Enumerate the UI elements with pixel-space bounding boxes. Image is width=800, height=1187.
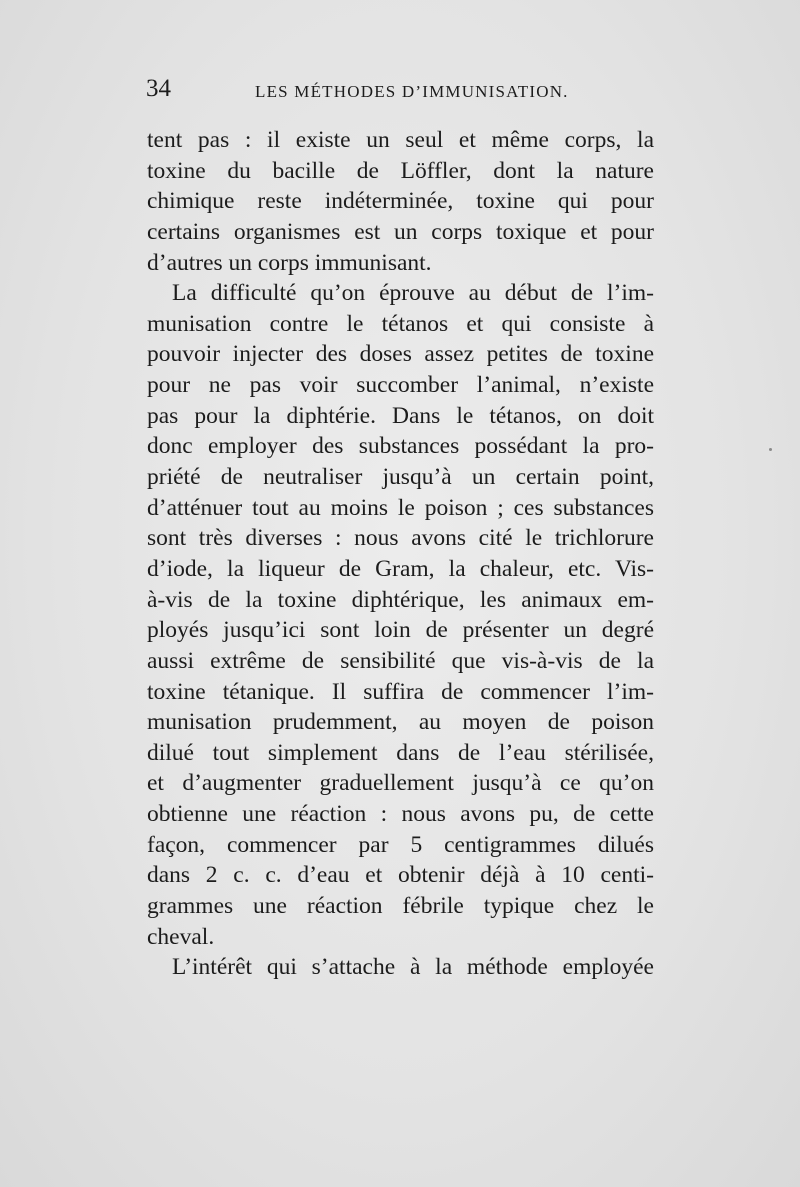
text-line: donc employer des substances possédant la pro- <box>147 433 654 460</box>
text-line: sont très diverses : nous avons cité le trichlorure <box>147 525 654 552</box>
text-line: ployés jusqu’ici sont loin de présenter un degré <box>147 617 654 644</box>
text-line: dans 2 c. c. d’eau et obtenir déjà à 10 centi- <box>147 862 654 889</box>
text-line: d’atténuer tout au moins le poison ; ces substances <box>147 494 654 521</box>
text-line: pas pour la diphtérie. Dans le tétanos, on doit <box>147 402 654 429</box>
text-line: et d’augmenter graduellement jusqu’à ce qu’on <box>147 770 654 797</box>
text-line: priété de neutraliser jusqu’à un certain point, <box>147 464 654 491</box>
text-line: dilué tout simplement dans de l’eau stérilisée, <box>147 739 654 766</box>
text-line: façon, commencer par 5 centigrammes dilués <box>147 831 654 858</box>
running-title: LES MÉTHODES D’IMMUNISATION. <box>255 82 569 101</box>
paragraph-start-line: L’intérêt qui s’attache à la méthode employée <box>172 954 654 981</box>
text-line: grammes une réaction fébrile typique chez le <box>147 893 654 920</box>
text-line: chimique reste indéterminée, toxine qui pour <box>147 188 654 215</box>
paragraph-start-line: La difficulté qu’on éprouve au début de l’im- <box>172 280 654 307</box>
text-line: aussi extrême de sensibilité que vis-à-vis de la <box>147 647 654 674</box>
text-line: obtienne une réaction : nous avons pu, de cette <box>147 801 654 828</box>
body-text <box>147 125 654 983</box>
paper-speck <box>769 448 772 451</box>
text-line: toxine du bacille de Löffler, dont la nature <box>147 157 654 184</box>
page-number: 34 <box>146 75 171 102</box>
text-line: toxine tétanique. Il suffira de commencer l’im- <box>147 678 654 705</box>
text-line: à-vis de la toxine diphtérique, les animaux em- <box>147 586 654 613</box>
text-line: cheval. <box>147 923 215 950</box>
text-line: munisation prudemment, au moyen de poison <box>147 709 654 736</box>
text-line: munisation contre le tétanos et qui consiste à <box>147 310 654 337</box>
text-line: tent pas : il existe un seul et même corps, la <box>147 127 654 153</box>
text-line: pour ne pas voir succomber l’animal, n’existe <box>147 372 654 399</box>
text-line: certains organismes est un corps toxique et pour <box>147 218 654 245</box>
text-line: pouvoir injecter des doses assez petites de toxine <box>147 341 654 368</box>
text-line: d’autres un corps immunisant. <box>147 249 432 276</box>
text-line: d’iode, la liqueur de Gram, la chaleur, etc. Vis- <box>147 555 654 582</box>
